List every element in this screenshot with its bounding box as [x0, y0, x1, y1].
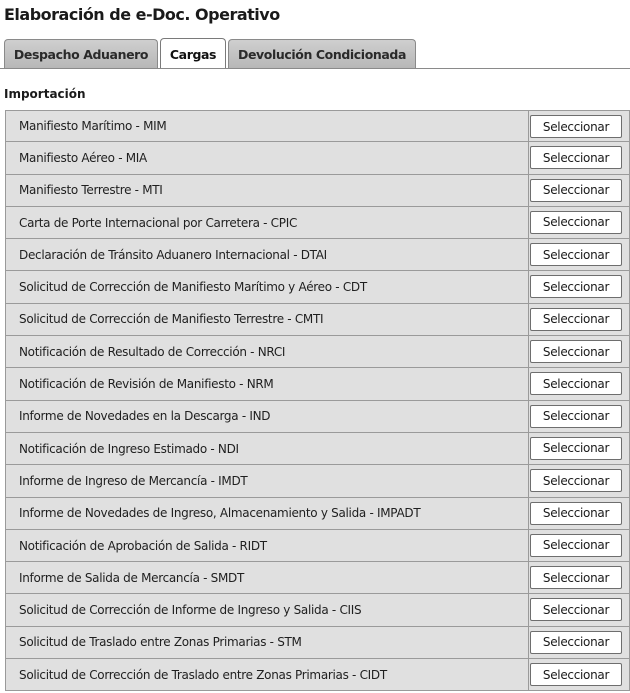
tab-divider [0, 68, 630, 69]
table-row [0, 142, 630, 174]
table-row [0, 401, 630, 433]
table-row [0, 562, 630, 594]
table-row [0, 433, 630, 465]
select-button[interactable]: Seleccionar [530, 534, 622, 557]
select-button-cell [529, 336, 630, 368]
select-button-cell [529, 304, 630, 336]
select-button[interactable]: Seleccionar [530, 340, 622, 363]
select-button[interactable]: Seleccionar [530, 663, 622, 686]
document-label: Declaración de Tránsito Aduanero Internacional - DTAI [5, 239, 529, 271]
select-button-cell [529, 659, 630, 691]
select-button-cell [529, 110, 630, 142]
tab-cargas[interactable]: Cargas [160, 38, 226, 69]
select-button[interactable]: Seleccionar [530, 308, 622, 331]
select-button[interactable]: Seleccionar [530, 405, 622, 428]
table-row [0, 304, 630, 336]
document-label: Manifiesto Aéreo - MIA [5, 142, 529, 174]
select-button-cell [529, 239, 630, 271]
table-row [0, 175, 630, 207]
document-list [0, 110, 630, 691]
select-button[interactable]: Seleccionar [530, 598, 622, 621]
select-button-cell [529, 368, 630, 400]
select-button[interactable]: Seleccionar [530, 275, 622, 298]
select-button[interactable]: Seleccionar [530, 243, 622, 266]
select-button[interactable]: Seleccionar [530, 372, 622, 395]
select-button-cell [529, 498, 630, 530]
select-button-cell [529, 142, 630, 174]
document-label: Manifiesto Terrestre - MTI [5, 175, 529, 207]
select-button-cell [529, 207, 630, 239]
select-button-cell [529, 271, 630, 303]
document-label: Informe de Novedades de Ingreso, Almacenamiento y Salida - IMPADT [5, 498, 529, 530]
select-button[interactable]: Seleccionar [530, 179, 622, 202]
table-row [0, 465, 630, 497]
document-label: Carta de Porte Internacional por Carretera - CPIC [5, 207, 529, 239]
table-row [0, 239, 630, 271]
table-row [0, 368, 630, 400]
document-label: Informe de Ingreso de Mercancía - IMDT [5, 465, 529, 497]
table-row [0, 207, 630, 239]
tab-bar [4, 38, 418, 69]
table-row [0, 110, 630, 142]
table-row [0, 498, 630, 530]
select-button[interactable]: Seleccionar [530, 115, 622, 138]
select-button-cell [529, 465, 630, 497]
table-row [0, 530, 630, 562]
table-row [0, 594, 630, 626]
tab-despacho-aduanero[interactable]: Despacho Aduanero [4, 39, 158, 69]
table-row [0, 659, 630, 691]
select-button-cell [529, 401, 630, 433]
select-button[interactable]: Seleccionar [530, 211, 622, 234]
document-label: Solicitud de Corrección de Manifiesto Marítimo y Aéreo - CDT [5, 271, 529, 303]
section-title: Importación [4, 87, 86, 101]
table-row [0, 271, 630, 303]
select-button[interactable]: Seleccionar [530, 437, 622, 460]
page-title: Elaboración de e-Doc. Operativo [4, 5, 280, 24]
document-label: Notificación de Resultado de Corrección - NRCI [5, 336, 529, 368]
select-button-cell [529, 594, 630, 626]
select-button[interactable]: Seleccionar [530, 469, 622, 492]
document-label: Informe de Novedades en la Descarga - IND [5, 401, 529, 433]
table-row [0, 336, 630, 368]
tab-devolucion-condicionada[interactable]: Devolución Condicionada [228, 39, 416, 69]
table-row [0, 627, 630, 659]
document-label: Solicitud de Traslado entre Zonas Primarias - STM [5, 627, 529, 659]
document-label: Solicitud de Corrección de Informe de Ingreso y Salida - CIIS [5, 594, 529, 626]
select-button-cell [529, 433, 630, 465]
document-label: Solicitud de Corrección de Traslado entre Zonas Primarias - CIDT [5, 659, 529, 691]
document-label: Notificación de Revisión de Manifiesto - NRM [5, 368, 529, 400]
select-button-cell [529, 530, 630, 562]
document-label: Notificación de Ingreso Estimado - NDI [5, 433, 529, 465]
document-label: Notificación de Aprobación de Salida - RIDT [5, 530, 529, 562]
select-button-cell [529, 562, 630, 594]
document-label: Solicitud de Corrección de Manifiesto Terrestre - CMTI [5, 304, 529, 336]
document-label: Informe de Salida de Mercancía - SMDT [5, 562, 529, 594]
select-button[interactable]: Seleccionar [530, 146, 622, 169]
select-button-cell [529, 175, 630, 207]
select-button-cell [529, 627, 630, 659]
select-button[interactable]: Seleccionar [530, 502, 622, 525]
document-label: Manifiesto Marítimo - MIM [5, 110, 529, 142]
select-button[interactable]: Seleccionar [530, 631, 622, 654]
select-button[interactable]: Seleccionar [530, 566, 622, 589]
